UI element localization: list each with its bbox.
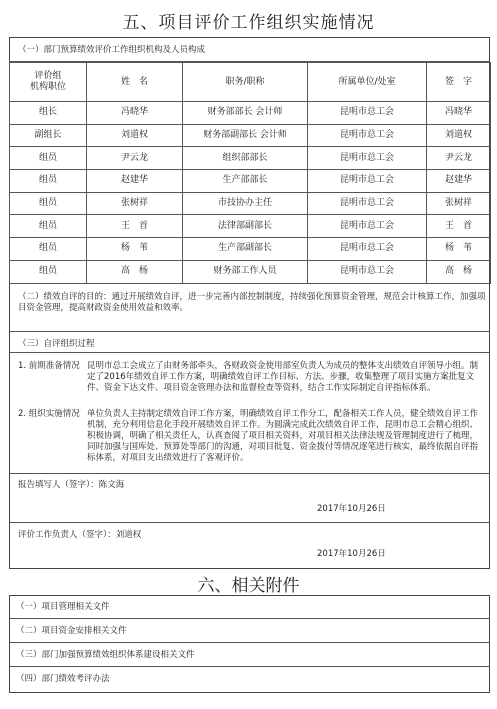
table-cell: 尹云龙 bbox=[427, 147, 491, 170]
table-cell: 刘道权 bbox=[87, 124, 183, 147]
table-cell: 赵建华 bbox=[427, 170, 491, 193]
table-row bbox=[10, 260, 491, 283]
table-cell: 副组长 bbox=[10, 124, 87, 147]
table-cell: 高 杨 bbox=[87, 260, 183, 283]
table-cell: 财务部工作人员 bbox=[183, 260, 308, 283]
section-5-title: 五、项目评价工作组织实施情况 bbox=[122, 13, 375, 33]
section-6-title: 六、相关附件 bbox=[197, 576, 300, 596]
header-cell: 职务/职称 bbox=[183, 63, 308, 102]
table-row bbox=[10, 215, 491, 238]
header-cell: 所属单位/处室 bbox=[308, 63, 427, 102]
table-cell: 冯晓华 bbox=[427, 102, 491, 125]
table-cell: 王 首 bbox=[427, 215, 491, 238]
table-cell: 王 首 bbox=[87, 215, 183, 238]
divider bbox=[9, 352, 490, 353]
header-cell: 评价组 机构职位 bbox=[10, 63, 87, 102]
report-filler: 报告填写人（签字）：陈文海 bbox=[18, 480, 125, 490]
table-row bbox=[10, 238, 491, 261]
divider bbox=[9, 522, 490, 523]
org-heading: （一）部门预算绩效评价工作组织机构及人员构成 bbox=[18, 45, 206, 55]
eval-date: 2017年10月26日 bbox=[317, 549, 386, 559]
table-cell: 昆明市总工会 bbox=[308, 260, 427, 283]
table-cell: 高 杨 bbox=[427, 260, 491, 283]
table-row bbox=[10, 147, 491, 170]
purpose-text: （二）绩效自评的目的：通过开展绩效自评，进一步完善内部控制制度，持续强化预算资金管理，规范会计核算工作，加强项目资金管理，提高财政资金使用效益和效率。 bbox=[18, 292, 486, 313]
table-row bbox=[10, 170, 491, 193]
table-cell: 组员 bbox=[10, 192, 87, 215]
annex-item: （二）项目资金安排相关文件 bbox=[9, 619, 490, 643]
process-label-impl: 2. 组织实施情况 bbox=[18, 409, 80, 419]
divider bbox=[9, 473, 490, 474]
table-row bbox=[10, 124, 491, 147]
table-cell: 组员 bbox=[10, 170, 87, 193]
process-body-impl: 单位负责人主持制定绩效自评工作方案，明确绩效自评工作分工，配备相关工作人员，健全绩效自评工作机制，充分利用信息化手段开展绩效自评工作。为圆满完成此次绩效自评工作，昆明市总工会精心组织、积极协调，明确了相关责任人，认真查阅了项目相关资料，对项目相关法律法规及管理制度进行了梳理，同时加强与国库处、预算处等部门的沟通，对项目批复、资金拨付等情况逐笔进行核实，最终依据自评指标体系，对项目支出绩效进行了客观评价。 bbox=[87, 409, 479, 463]
table-cell: 昆明市总工会 bbox=[308, 238, 427, 261]
table-cell: 组员 bbox=[10, 147, 87, 170]
table-header-row bbox=[10, 63, 491, 102]
table-cell: 组织部部长 bbox=[183, 147, 308, 170]
table-cell: 杨 苇 bbox=[427, 238, 491, 261]
table-cell: 组员 bbox=[10, 260, 87, 283]
table-cell: 刘道权 bbox=[427, 124, 491, 147]
table-row bbox=[10, 102, 491, 125]
table-cell: 杨 苇 bbox=[87, 238, 183, 261]
process-label-prep: 1. 前期准备情况 bbox=[18, 361, 80, 371]
table-cell: 昆明市总工会 bbox=[308, 192, 427, 215]
table-cell: 冯晓华 bbox=[87, 102, 183, 125]
process-heading: （三）自评组织过程 bbox=[18, 339, 95, 349]
table-cell: 张树祥 bbox=[87, 192, 183, 215]
table-cell: 昆明市总工会 bbox=[308, 147, 427, 170]
table-cell: 生产部副部长 bbox=[183, 238, 308, 261]
table-cell: 昆明市总工会 bbox=[308, 124, 427, 147]
table-cell: 财务部部长 会计师 bbox=[183, 102, 308, 125]
table-cell: 市技协办主任 bbox=[183, 192, 308, 215]
table-cell: 昆明市总工会 bbox=[308, 170, 427, 193]
header-cell: 签 字 bbox=[427, 63, 491, 102]
table-cell: 财务部副部长 会计师 bbox=[183, 124, 308, 147]
table-cell: 生产部部长 bbox=[183, 170, 308, 193]
process-body-prep: 昆明市总工会成立了由财务部牵头，各财政资金使用部室负责人为成员的整体支出绩效自评领导小组。制定了2016年绩效自评工作方案，明确绩效自评工作目标、方法、步骤，收集整理了项目实施方案批复文件、资金下达文件、项目资金管理办法和监督检查等资料，结合工作实际制定自评指标体系。 bbox=[87, 361, 479, 393]
table-cell: 昆明市总工会 bbox=[308, 215, 427, 238]
header-cell: 姓 名 bbox=[87, 63, 183, 102]
table-cell: 昆明市总工会 bbox=[308, 102, 427, 125]
annex-item: （三）部门加强预算绩效组织体系建设相关文件 bbox=[9, 643, 490, 667]
annex-item: （四）部门绩效考评办法 bbox=[16, 674, 110, 684]
staff-table bbox=[9, 62, 491, 284]
divider bbox=[9, 331, 490, 332]
eval-head: 评价工作负责人（签字）：刘道权 bbox=[18, 530, 142, 540]
annex-item: （一）项目管理相关文件 bbox=[9, 595, 490, 619]
table-cell: 法律部副部长 bbox=[183, 215, 308, 238]
table-cell: 组员 bbox=[10, 215, 87, 238]
table-cell: 尹云龙 bbox=[87, 147, 183, 170]
table-cell: 组员 bbox=[10, 238, 87, 261]
table-row bbox=[10, 192, 491, 215]
report-date: 2017年10月26日 bbox=[317, 504, 386, 514]
table-cell: 张树祥 bbox=[427, 192, 491, 215]
table-cell: 组长 bbox=[10, 102, 87, 125]
table-cell: 赵建华 bbox=[87, 170, 183, 193]
